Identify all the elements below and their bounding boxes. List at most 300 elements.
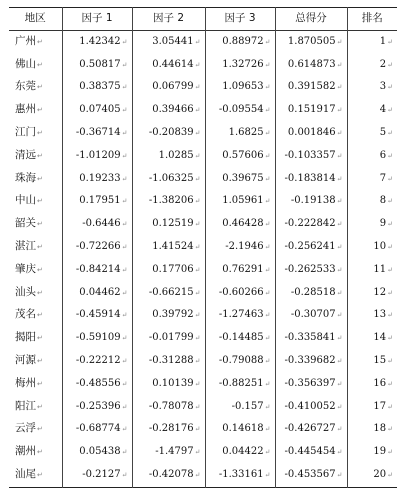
paragraph-mark-icon: ↵	[121, 83, 128, 92]
row-region	[9, 213, 62, 236]
cell-text: -0.222842	[284, 218, 336, 230]
cell-text: -0.72266	[75, 240, 121, 252]
row-total-score	[275, 418, 347, 441]
paragraph-mark-icon: ↵	[37, 37, 43, 46]
paragraph-mark-icon: ↵	[37, 106, 43, 115]
paragraph-mark-icon: ↵	[121, 37, 128, 46]
paragraph-mark-icon: ↵	[37, 425, 43, 434]
cell-text: -0.445454	[284, 446, 336, 458]
row-region	[9, 327, 62, 350]
paragraph-mark-icon: ↵	[121, 402, 128, 411]
paragraph-mark-icon: ↵	[121, 288, 128, 297]
paragraph-mark-icon: ↵	[194, 220, 201, 229]
cell-text: -0.20839	[148, 126, 194, 138]
cell-text: -0.84214	[75, 263, 121, 275]
row-total-score	[275, 168, 347, 191]
row-factor-2	[132, 282, 205, 305]
cell-text: 0.17706	[152, 263, 194, 275]
row-factor-3	[205, 213, 275, 236]
row-rank	[347, 99, 397, 122]
row-region	[9, 236, 62, 259]
paragraph-mark-icon: ↵	[336, 37, 343, 46]
paragraph-mark-icon: ↵	[336, 379, 343, 388]
row-factor-2	[132, 30, 205, 53]
row-region	[9, 122, 62, 145]
cell-text: 0.14618	[222, 423, 264, 435]
row-factor-1	[62, 54, 132, 77]
cell-text: 0.39466	[152, 104, 194, 116]
paragraph-mark-icon: ↵	[37, 311, 43, 320]
cell-text: 16	[373, 377, 387, 389]
row-factor-1	[62, 168, 132, 191]
cell-text: -0.88251	[218, 377, 264, 389]
cell-text: -0.339682	[284, 354, 336, 366]
cell-text: 8	[379, 195, 387, 207]
cell-text: 0.04462	[79, 286, 121, 298]
paragraph-mark-icon: ↵	[387, 106, 393, 115]
row-factor-2	[132, 464, 205, 487]
cell-text: -0.14485	[218, 332, 264, 344]
row-rank	[347, 396, 397, 419]
row-factor-3	[205, 373, 275, 396]
cell-text: 0.05438	[79, 446, 121, 458]
cell-text: -0.2127	[82, 468, 121, 480]
paragraph-mark-icon: ↵	[37, 402, 43, 411]
row-total-score	[275, 304, 347, 327]
cell-text: 11	[373, 263, 387, 275]
paragraph-mark-icon: ↵	[194, 311, 201, 320]
row-rank	[347, 418, 397, 441]
paragraph-mark-icon: ↵	[387, 60, 393, 69]
cell-text: 东莞	[15, 80, 36, 93]
cell-text: 清远	[15, 148, 36, 161]
row-factor-2	[132, 441, 205, 464]
paragraph-mark-icon: ↵	[336, 265, 343, 274]
paragraph-mark-icon: ↵	[121, 174, 128, 183]
cell-text: 1.05961	[222, 195, 264, 207]
row-factor-2	[132, 373, 205, 396]
paragraph-mark-icon: ↵	[37, 60, 43, 69]
paragraph-mark-icon: ↵	[121, 128, 128, 137]
row-factor-3	[205, 350, 275, 373]
table-row	[9, 282, 397, 305]
table-row	[9, 396, 397, 419]
row-region	[9, 190, 62, 213]
cell-text: -1.01209	[75, 149, 121, 161]
cell-text: 18	[373, 423, 387, 435]
row-total-score	[275, 259, 347, 282]
cell-text: 15	[373, 354, 387, 366]
cell-text: -1.38206	[148, 195, 194, 207]
cell-text: -1.4797	[155, 446, 194, 458]
paragraph-mark-icon: ↵	[264, 311, 271, 320]
paragraph-mark-icon: ↵	[336, 402, 343, 411]
paragraph-mark-icon: ↵	[37, 174, 43, 183]
row-factor-3	[205, 54, 275, 77]
paragraph-mark-icon: ↵	[387, 83, 393, 92]
paragraph-mark-icon: ↵	[194, 60, 201, 69]
cell-text: 6	[379, 149, 387, 161]
cell-text: 0.39675	[222, 172, 264, 184]
paragraph-mark-icon: ↵	[37, 470, 43, 479]
paragraph-mark-icon: ↵	[37, 242, 43, 251]
cell-text: -0.42078	[148, 468, 194, 480]
cell-text: 0.76291	[222, 263, 264, 275]
cell-text: 0.001846	[287, 126, 336, 138]
row-factor-2	[132, 145, 205, 168]
row-rank	[347, 327, 397, 350]
cell-text: -0.45914	[75, 309, 121, 321]
paragraph-mark-icon: ↵	[336, 197, 343, 206]
cell-text: 0.151917	[287, 104, 336, 116]
row-factor-3	[205, 236, 275, 259]
row-region	[9, 259, 62, 282]
paragraph-mark-icon: ↵	[37, 197, 43, 206]
row-factor-2	[132, 168, 205, 191]
cell-text: -1.27463	[218, 309, 264, 321]
cell-text: 0.391582	[287, 81, 336, 93]
table-row	[9, 168, 397, 191]
paragraph-mark-icon: ↵	[387, 220, 393, 229]
paragraph-mark-icon: ↵	[121, 106, 128, 115]
paragraph-mark-icon: ↵	[387, 37, 393, 46]
row-region	[9, 464, 62, 487]
factor-score-table	[9, 7, 397, 488]
cell-text: -0.78078	[148, 400, 194, 412]
row-region	[9, 168, 62, 191]
row-factor-1	[62, 373, 132, 396]
cell-text: 0.17951	[79, 195, 121, 207]
header-rank: 排名	[361, 12, 383, 24]
cell-text: -0.335841	[284, 332, 336, 344]
paragraph-mark-icon: ↵	[336, 151, 343, 160]
paragraph-mark-icon: ↵	[194, 242, 201, 251]
row-factor-2	[132, 122, 205, 145]
paragraph-mark-icon: ↵	[336, 174, 343, 183]
paragraph-mark-icon: ↵	[264, 425, 271, 434]
cell-text: 3.05441	[152, 35, 194, 47]
cell-text: 珠海	[15, 171, 36, 184]
cell-text: 12	[373, 286, 387, 298]
paragraph-mark-icon: ↵	[264, 197, 271, 206]
row-region	[9, 441, 62, 464]
paragraph-mark-icon: ↵	[264, 242, 271, 251]
table-row	[9, 327, 397, 350]
cell-text: -0.01799	[148, 332, 194, 344]
paragraph-mark-icon: ↵	[37, 265, 43, 274]
row-factor-3	[205, 327, 275, 350]
paragraph-mark-icon: ↵	[194, 288, 201, 297]
row-rank	[347, 168, 397, 191]
row-region	[9, 418, 62, 441]
cell-text: -0.28176	[148, 423, 194, 435]
table-row	[9, 236, 397, 259]
paragraph-mark-icon: ↵	[194, 265, 201, 274]
row-factor-3	[205, 190, 275, 213]
paragraph-mark-icon: ↵	[336, 106, 343, 115]
table-row	[9, 373, 397, 396]
row-region	[9, 145, 62, 168]
row-factor-3	[205, 282, 275, 305]
paragraph-mark-icon: ↵	[121, 448, 128, 457]
cell-text: 2	[379, 58, 387, 70]
paragraph-mark-icon: ↵	[121, 334, 128, 343]
paragraph-mark-icon: ↵	[121, 242, 128, 251]
cell-text: 1	[379, 35, 387, 47]
row-region	[9, 282, 62, 305]
row-total-score	[275, 76, 347, 99]
cell-text: 0.38375	[79, 81, 121, 93]
table-row	[9, 76, 397, 99]
paragraph-mark-icon: ↵	[194, 356, 201, 365]
paragraph-mark-icon: ↵	[336, 128, 343, 137]
cell-text: 14	[373, 332, 387, 344]
row-factor-1	[62, 122, 132, 145]
cell-text: 潮州	[15, 445, 36, 458]
row-factor-1	[62, 282, 132, 305]
row-total-score	[275, 282, 347, 305]
row-region	[9, 396, 62, 419]
cell-text: 0.57606	[222, 149, 264, 161]
table-body	[9, 30, 397, 487]
table-row	[9, 350, 397, 373]
paragraph-mark-icon: ↵	[194, 425, 201, 434]
paragraph-mark-icon: ↵	[336, 242, 343, 251]
row-total-score	[275, 30, 347, 53]
row-factor-1	[62, 213, 132, 236]
row-factor-2	[132, 327, 205, 350]
paragraph-mark-icon: ↵	[194, 174, 201, 183]
table-row	[9, 190, 397, 213]
paragraph-mark-icon: ↵	[264, 470, 271, 479]
paragraph-mark-icon: ↵	[37, 128, 43, 137]
cell-text: 0.06799	[152, 81, 194, 93]
header-factor-1: 因子 1	[62, 8, 132, 31]
paragraph-mark-icon: ↵	[264, 83, 271, 92]
cell-text: 肇庆	[15, 262, 36, 275]
cell-text: -0.79088	[218, 354, 264, 366]
cell-text: 广州	[15, 34, 36, 47]
table-row	[9, 122, 397, 145]
paragraph-mark-icon: ↵	[387, 425, 393, 434]
paragraph-mark-icon: ↵	[387, 356, 393, 365]
paragraph-mark-icon: ↵	[387, 197, 393, 206]
paragraph-mark-icon: ↵	[121, 220, 128, 229]
paragraph-mark-icon: ↵	[264, 37, 271, 46]
paragraph-mark-icon: ↵	[194, 470, 201, 479]
cell-text: 茂名	[15, 308, 36, 321]
paragraph-mark-icon: ↵	[37, 334, 43, 343]
cell-text: 中山	[15, 194, 36, 207]
paragraph-mark-icon: ↵	[336, 356, 343, 365]
row-total-score	[275, 464, 347, 487]
paragraph-mark-icon: ↵	[121, 470, 128, 479]
paragraph-mark-icon: ↵	[336, 60, 343, 69]
cell-text: 惠州	[15, 103, 36, 116]
row-rank	[347, 441, 397, 464]
row-factor-1	[62, 145, 132, 168]
cell-text: -0.25396	[75, 400, 121, 412]
row-factor-2	[132, 396, 205, 419]
row-factor-2	[132, 236, 205, 259]
table-row	[9, 418, 397, 441]
table-row	[9, 213, 397, 236]
cell-text: -0.22212	[75, 354, 121, 366]
row-rank	[347, 190, 397, 213]
cell-text: 湛江	[15, 239, 36, 252]
row-region	[9, 99, 62, 122]
cell-text: 3	[379, 81, 387, 93]
row-factor-3	[205, 304, 275, 327]
table-row	[9, 54, 397, 77]
cell-text: 阳江	[15, 399, 36, 412]
paragraph-mark-icon: ↵	[387, 379, 393, 388]
row-total-score	[275, 441, 347, 464]
table-row	[9, 464, 397, 487]
row-factor-1	[62, 441, 132, 464]
row-total-score	[275, 190, 347, 213]
row-total-score	[275, 327, 347, 350]
cell-text: 20	[373, 468, 387, 480]
table-row	[9, 259, 397, 282]
row-rank	[347, 304, 397, 327]
row-rank	[347, 350, 397, 373]
paragraph-mark-icon: ↵	[37, 220, 43, 229]
row-rank	[347, 464, 397, 487]
row-rank	[347, 76, 397, 99]
row-total-score	[275, 122, 347, 145]
row-factor-1	[62, 327, 132, 350]
cell-text: 1.870505	[287, 35, 336, 47]
paragraph-mark-icon: ↵	[194, 106, 201, 115]
paragraph-mark-icon: ↵	[194, 402, 201, 411]
row-factor-3	[205, 464, 275, 487]
row-total-score	[275, 236, 347, 259]
row-region	[9, 76, 62, 99]
cell-text: -0.48556	[75, 377, 121, 389]
cell-text: 0.88972	[222, 35, 264, 47]
paragraph-mark-icon: ↵	[264, 288, 271, 297]
paragraph-mark-icon: ↵	[194, 448, 201, 457]
cell-text: 汕尾	[15, 467, 36, 480]
paragraph-mark-icon: ↵	[264, 151, 271, 160]
paragraph-mark-icon: ↵	[387, 311, 393, 320]
paragraph-mark-icon: ↵	[37, 151, 43, 160]
paragraph-mark-icon: ↵	[121, 151, 128, 160]
paragraph-mark-icon: ↵	[336, 83, 343, 92]
header-region: 地区	[9, 8, 62, 31]
cell-text: 云浮	[15, 422, 36, 435]
row-total-score	[275, 145, 347, 168]
paragraph-mark-icon: ↵	[336, 425, 343, 434]
cell-text: 韶关	[15, 217, 36, 230]
table-row	[9, 304, 397, 327]
row-factor-2	[132, 76, 205, 99]
paragraph-mark-icon: ↵	[121, 60, 128, 69]
row-factor-2	[132, 418, 205, 441]
cell-text: 10	[373, 240, 387, 252]
table-row	[9, 30, 397, 53]
paragraph-mark-icon: ↵	[37, 83, 43, 92]
row-factor-3	[205, 30, 275, 53]
header-row	[9, 8, 397, 31]
cell-text: 佛山	[15, 57, 36, 70]
row-factor-3	[205, 99, 275, 122]
row-factor-3	[205, 76, 275, 99]
cell-text: -0.68774	[75, 423, 121, 435]
paragraph-mark-icon: ↵	[336, 311, 343, 320]
paragraph-mark-icon: ↵	[121, 197, 128, 206]
paragraph-mark-icon: ↵	[336, 220, 343, 229]
cell-text: 0.04422	[222, 446, 264, 458]
paragraph-mark-icon: ↵	[387, 470, 393, 479]
cell-text: 1.09653	[222, 81, 264, 93]
cell-text: -0.30707	[290, 309, 336, 321]
cell-text: -0.59109	[75, 332, 121, 344]
paragraph-mark-icon: ↵	[264, 128, 271, 137]
cell-text: 17	[373, 400, 387, 412]
row-factor-3	[205, 441, 275, 464]
row-total-score	[275, 396, 347, 419]
cell-text: -0.410052	[284, 400, 336, 412]
cell-text: 揭阳	[15, 331, 36, 344]
paragraph-mark-icon: ↵	[336, 288, 343, 297]
paragraph-mark-icon: ↵	[37, 448, 43, 457]
paragraph-mark-icon: ↵	[121, 425, 128, 434]
paragraph-mark-icon: ↵	[264, 220, 271, 229]
header-total-score: 总得分	[275, 8, 347, 31]
cell-text: 1.0285	[158, 149, 194, 161]
row-factor-2	[132, 213, 205, 236]
table-row	[9, 441, 397, 464]
row-factor-3	[205, 418, 275, 441]
cell-text: 1.42342	[79, 35, 121, 47]
paragraph-mark-icon: ↵	[37, 288, 43, 297]
cell-text: 0.10139	[152, 377, 194, 389]
row-factor-3	[205, 259, 275, 282]
paragraph-mark-icon: ↵	[121, 265, 128, 274]
paragraph-mark-icon: ↵	[264, 356, 271, 365]
row-total-score	[275, 373, 347, 396]
row-factor-2	[132, 99, 205, 122]
paragraph-mark-icon: ↵	[194, 151, 201, 160]
cell-text: -0.183814	[284, 172, 336, 184]
cell-text: -0.157	[231, 400, 264, 412]
paragraph-mark-icon: ↵	[264, 265, 271, 274]
row-rank	[347, 236, 397, 259]
row-factor-3	[205, 145, 275, 168]
row-factor-1	[62, 418, 132, 441]
paragraph-mark-icon: ↵	[264, 448, 271, 457]
cell-text: 0.50817	[79, 58, 121, 70]
row-factor-2	[132, 304, 205, 327]
row-region	[9, 54, 62, 77]
paragraph-mark-icon: ↵	[121, 311, 128, 320]
cell-text: 0.46428	[222, 218, 264, 230]
paragraph-mark-icon: ↵	[194, 128, 201, 137]
paragraph-mark-icon: ↵	[387, 334, 393, 343]
row-factor-1	[62, 30, 132, 53]
row-rank	[347, 373, 397, 396]
cell-text: -0.19138	[290, 195, 336, 207]
header-factor-2: 因子 2	[132, 8, 205, 31]
row-factor-1	[62, 350, 132, 373]
cell-text: -0.66215	[148, 286, 194, 298]
row-rank	[347, 145, 397, 168]
paragraph-mark-icon: ↵	[37, 379, 43, 388]
paragraph-mark-icon: ↵	[336, 448, 343, 457]
paragraph-mark-icon: ↵	[387, 265, 393, 274]
